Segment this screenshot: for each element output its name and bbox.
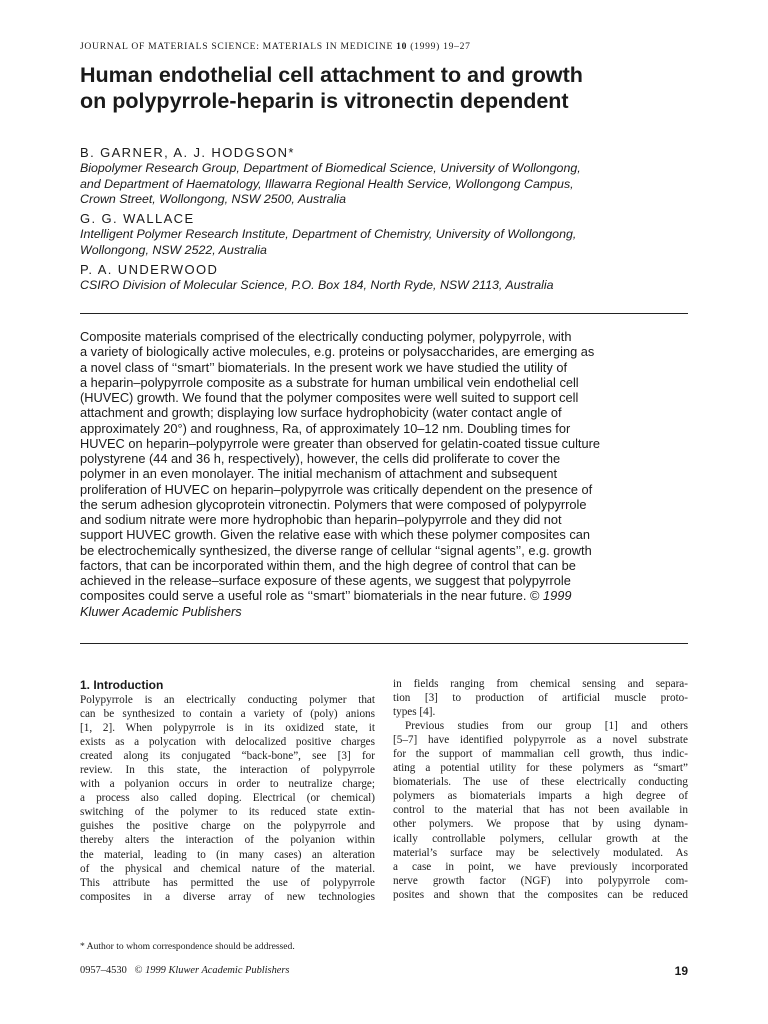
- abstract-line: proliferation of HUVEC on heparin–polypyrrole was critically dependent on the presence of: [80, 481, 593, 497]
- body-line: composites in a diverse array of new technologies: [80, 890, 375, 903]
- body-line: types [4].: [393, 706, 436, 719]
- abstract-line: [80, 588, 692, 603]
- body-line: guishes the positive charge on the polypyrrole and: [80, 820, 375, 833]
- body-line: biomaterials. The use of these electrically conducting: [393, 776, 688, 789]
- abstract-line: Composite materials comprised of the electrically conducting polymer, polypyrrole, with: [80, 329, 572, 344]
- abstract-line: (HUVEC) growth. We found that the polymer composites were well suited to support cell: [80, 390, 579, 405]
- abstract-line: HUVEC on heparin–polypyrrole were greater than observed for gelatin-coated tissue culture: [80, 435, 600, 451]
- body-line: posites and shown that the composites can be reduced: [393, 888, 688, 901]
- abstract-line: be electrochemically synthesized, the diverse range of cellular ‘‘signal agents’’, e.g. growth: [80, 542, 592, 558]
- body-line: a case in point, we have previously incorporated: [393, 860, 688, 873]
- author-affiliation-line: CSIRO Division of Molecular Science, P.O. Box 184, North Ryde, NSW 2113, Australia: [80, 278, 554, 292]
- author-affiliation-line: Intelligent Polymer Research Institute, Department of Chemistry, University of Wollongong,: [80, 227, 577, 241]
- journal-name: JOURNAL OF MATERIALS SCIENCE: MATERIALS IN MEDICINE: [80, 41, 394, 52]
- author-affiliation-line: Wollongong, NSW 2522, Australia: [80, 242, 267, 257]
- footnote: * Author to whom correspondence should be addressed.: [80, 941, 295, 952]
- body-line: Previous studies from our group [1] and others: [405, 720, 688, 733]
- abstract-copyright: Kluwer Academic Publishers: [80, 603, 242, 619]
- body-line: created along its conjugated “back-bone”, see [3] for: [80, 750, 375, 763]
- abstract-line: support HUVEC growth. Given the relative ease with which these polymer composites can: [80, 527, 590, 543]
- abstract-line-text: composites could serve a useful role as ‘‘smart’’ biomaterials in the near future.: [80, 588, 527, 604]
- abstract-line: achieved in the release–surface exposure of these agents, we suggest that polypyrrole: [80, 573, 571, 588]
- footer-issn-copyright: [80, 965, 289, 976]
- body-line: in fields ranging from chemical sensing and separa-: [393, 678, 688, 690]
- author-names: P. A. UNDERWOOD: [80, 262, 219, 277]
- body-line: nerve growth factor (NGF) into polypyrrole com-: [393, 874, 688, 887]
- publisher: 1999 Kluwer Academic Publishers: [145, 965, 290, 976]
- body-line: review. In this state, the interaction of polypyrrole: [80, 764, 375, 777]
- body-line: polymers as biomaterials imparts a high degree of: [393, 790, 688, 803]
- body-line: control to the material that has not been available in: [393, 804, 688, 817]
- body-line: of the physical and chemical nature of the material.: [80, 862, 375, 875]
- journal-volume: 10: [396, 41, 408, 52]
- abstract-line: attachment and growth; displaying low surface hydrophobicity (water contact angle of: [80, 405, 562, 421]
- body-line: [1, 2]. When polypyrrole is in its oxidized state, it: [80, 722, 375, 735]
- copyright-symbol: ©: [530, 588, 540, 604]
- author-affiliation-line: Biopolymer Research Group, Department of Biomedical Science, University of Wollongong,: [80, 161, 581, 175]
- abstract-line: a variety of biologically active molecules, e.g. proteins or polysaccharides, are emerging as: [80, 344, 595, 360]
- journal-pages: (1999) 19–27: [410, 41, 471, 52]
- body-line: ating a potential utility for these polymers as “smart”: [393, 762, 688, 775]
- body-line: a process also called doping. Electrical (or chemical): [80, 792, 375, 805]
- body-line: can be synthesized to contain a variety of (poly) anions: [80, 708, 375, 721]
- abstract-line: polymer in an even monolayer. The initial mechanism of attachment and subsequent: [80, 466, 558, 482]
- title-line: Human endothelial cell attachment to and growth: [80, 63, 583, 87]
- column-right: [393, 677, 688, 902]
- author-names: B. GARNER, A. J. HODGSON*: [80, 145, 295, 160]
- body-line: with a polyanion occurs in order to neutralize charge;: [80, 778, 375, 791]
- abstract-line: factors, that can be incorporated within them, and the high degree of control that can be: [80, 557, 576, 573]
- issn: 0957–4530: [80, 965, 127, 976]
- body-line: switching of the polymer to its reduced state extin-: [80, 806, 375, 819]
- body-line: other polymers. We propose that by using dynam-: [393, 818, 688, 831]
- section-heading: 1. Introduction: [80, 678, 164, 692]
- divider-bottom: [80, 643, 688, 644]
- divider-top: [80, 313, 688, 314]
- body-line: exists as a polycation with delocalized positive charges: [80, 736, 375, 749]
- abstract-line: approximately 20°) and roughness, Ra, of approximately 10–12 nm. Doubling times for: [80, 420, 571, 436]
- abstract-line: and sodium nitrate were more hydrophobic than heparin–polypyrrole and they did not: [80, 512, 562, 527]
- body-line: thereby alters the interaction of the polyanion within: [80, 834, 375, 847]
- body-line: material’s surface may be selectively modulated. As: [393, 846, 688, 859]
- paper-title: [80, 62, 695, 114]
- author-affiliation-line: and Department of Haematology, Illawarra Regional Health Service, Wollongong Campus,: [80, 176, 574, 191]
- body-line: [5–7] have identified polypyrrole as a novel substrate: [393, 734, 688, 747]
- abstract: [80, 329, 692, 619]
- running-head: [80, 41, 688, 52]
- body-line: ically controllable polymers, cellular growth at the: [393, 832, 688, 845]
- body-line: the material, leading to (in many cases) an alteration: [80, 848, 375, 861]
- copyright-symbol: ©: [134, 965, 143, 976]
- column-left: [80, 677, 375, 904]
- body-line: Polypyrrole is an electrically conducting polymer that: [80, 694, 375, 706]
- author-block-2: [80, 211, 695, 258]
- body-line: tion [3] to production of artificial muscle proto-: [393, 692, 688, 705]
- copyright-year: 1999: [543, 588, 572, 604]
- author-names: G. G. WALLACE: [80, 211, 195, 226]
- abstract-line: a novel class of ‘‘smart’’ biomaterials. In the present work we have studied the utility of: [80, 359, 567, 375]
- author-affiliation-line: Crown Street, Wollongong, NSW 2500, Australia: [80, 192, 347, 206]
- body-line: This attribute has permitted the use of polypyrrole: [80, 876, 375, 889]
- body-line: for the support of mammalian cell growth, thus indic-: [393, 748, 688, 761]
- author-block-3: [80, 262, 695, 294]
- title-line: on polypyrrole-heparin is vitronectin dependent: [80, 89, 569, 113]
- page-number: 19: [674, 964, 688, 978]
- abstract-line: polystyrene (44 and 36 h, respectively), however, the cells did proliferate to cover the: [80, 451, 561, 466]
- author-block-1: [80, 145, 695, 208]
- abstract-line: the serum adhesion glycoprotein vitronectin. Polymers that were composed of polypyrrole: [80, 496, 587, 512]
- abstract-line: a heparin–polypyrrole composite as a substrate for human umbilical vein endothelial cell: [80, 374, 579, 390]
